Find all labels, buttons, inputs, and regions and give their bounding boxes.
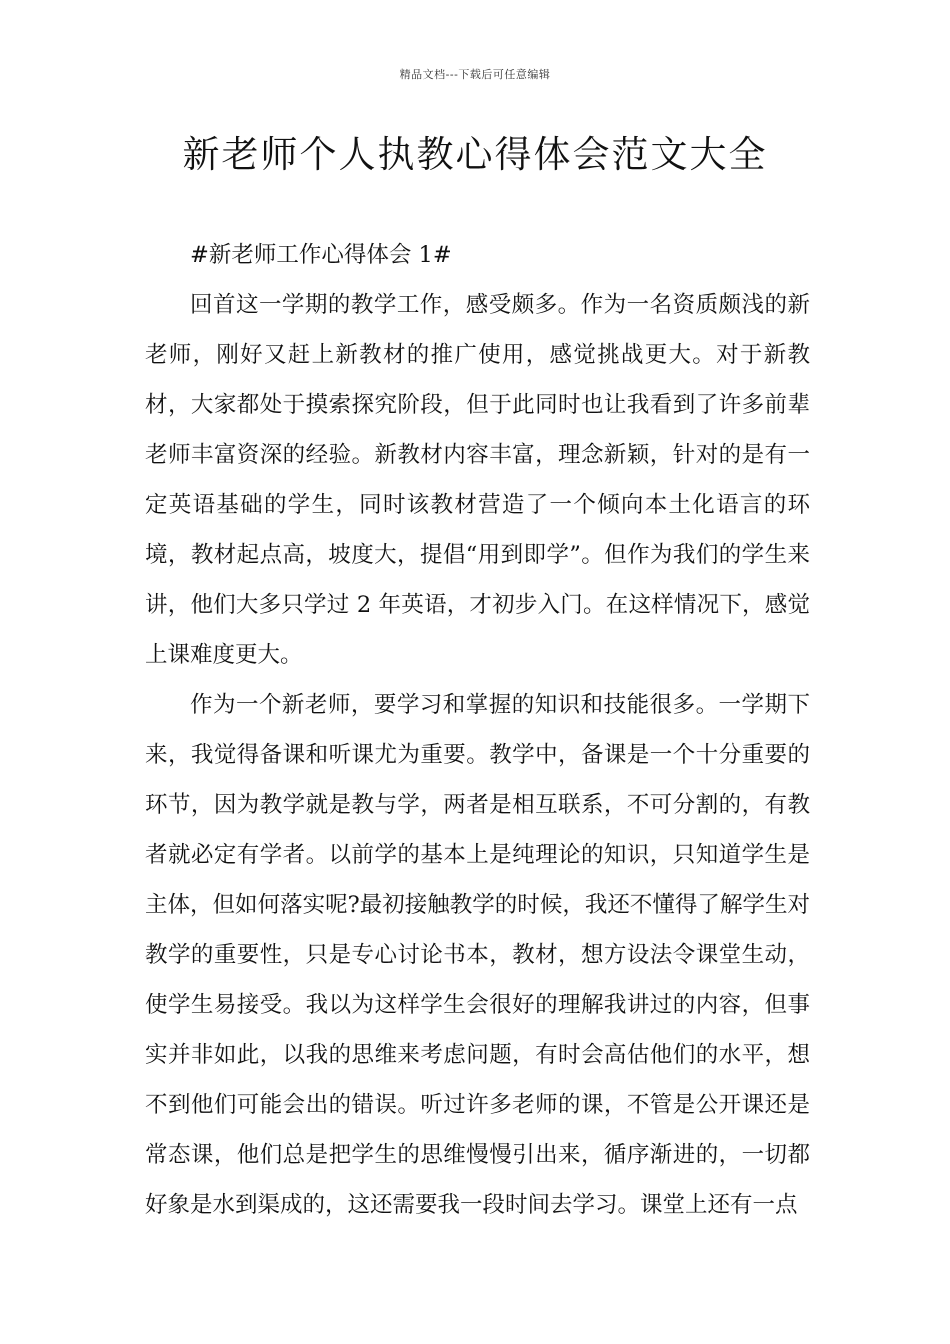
header-note: 精品文档---下载后可任意编辑 bbox=[399, 68, 551, 81]
section-heading: #新老师工作心得体会 1# bbox=[190, 242, 452, 268]
document-body bbox=[145, 230, 810, 1230]
paragraph-2: 作为一个新老师，要学习和掌握的知识和技能很多。一学期下来，我觉得备课和听课尤为重要。教学中，备课是一个十分重要的环节，因为教学就是教与学，两者是相互联系，不可分割的，有教者就必定有学者。以前学的基本上是纯理论的知识，只知道学生是主体，但如何落实呢?最初接触教学的时候，我还不懂得了解学生对教学的重要性，只是专心讨论书本，教材，想方设法令课堂生动，使学生易接受。我以为这样学生会很好的理解我讲过的内容，但事实并非如此，以我的思维来考虑问题，有时会高估他们的水平，想不到他们可能会出的错误。听过许多老师的课，不管是公开课还是常态课，他们总是把学生的思维慢慢引出来，循序渐进的，一切都好象是水到渠成的，这还需要我一段时间去学习。课堂上还有一点 bbox=[145, 692, 810, 1218]
paragraph-1: 回首这一学期的教学工作，感受颇多。作为一名资质颇浅的新老师，刚好又赶上新教材的推广使用，感觉挑战更大。对于新教材，大家都处于摸索探究阶段，但于此同时也让我看到了许多前辈老师丰富资深的经验。新教材内容丰富，理念新颖，针对的是有一定英语基础的学生，同时该教材营造了一个倾向本土化语言的环境，教材起点高，坡度大，提倡“用到即学”。但作为我们的学生来讲，他们大多只学过 2 年英语，才初步入门。在这样情况下，感觉上课难度更大。 bbox=[145, 292, 810, 668]
document-title: 新老师个人执教心得体会范文大全 bbox=[182, 133, 768, 176]
